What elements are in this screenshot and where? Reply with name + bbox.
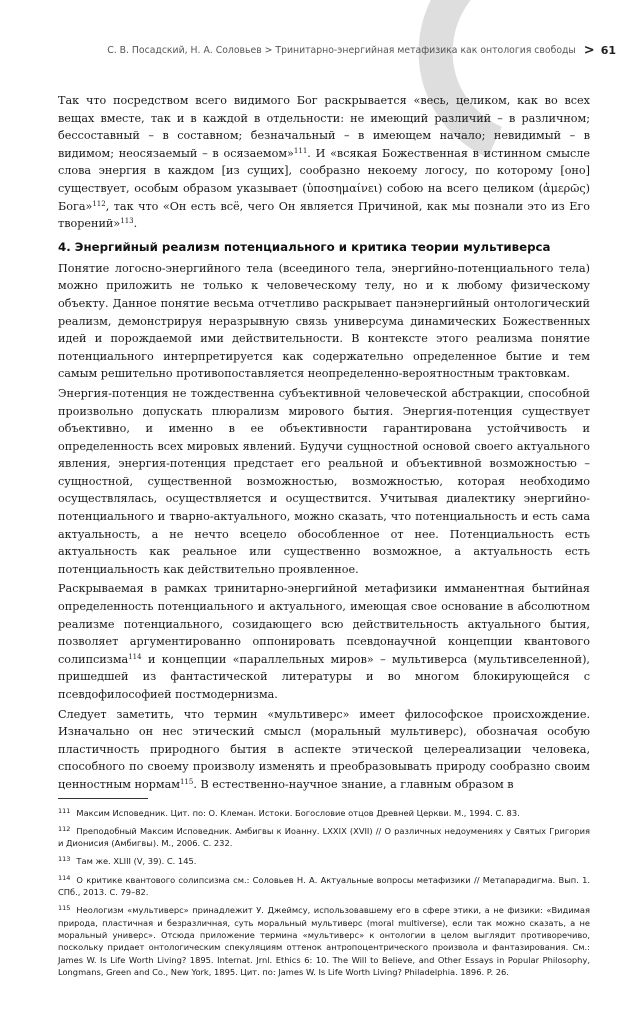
paragraph-2: Понятие логосно-энергийного тела (всеединого тела, энергийно-потенциального тела) можно приложить не только к человеческому телу, но и к любому физическому объекту. Данное понятие весьма отчетливо раскрывает панэнергийный онтологический реализм, демонстрируя неразрывную связь универсума динамических Божественных идей и порождаемой ими действительности. В контексте этого реализма понятие потенциального интерпретируется как содержательно определенное бытие и тем самым решительно противопоставляется неопределенно-вероятностным трактовкам. xyxy=(58,261,590,381)
footnote-ref-115[interactable]: 115 xyxy=(179,777,194,786)
footnote-number: 112 xyxy=(58,824,71,833)
footnote-ref-113[interactable]: 113 xyxy=(120,217,134,226)
footnote-number: 114 xyxy=(58,873,71,882)
footnote xyxy=(58,872,590,899)
running-header xyxy=(60,40,616,60)
footnote-divider xyxy=(58,798,148,799)
running-title: С. В. Посадский, Н. А. Соловьев > Тринитарно-энергийная метафизика как онтология свободы xyxy=(107,44,576,56)
footnotes xyxy=(58,805,590,979)
footnote-ref-114[interactable]: 114 xyxy=(128,652,142,661)
paragraph-4: Раскрываемая в рамках тринитарно-энергийной метафизики имманентная бытийная определенность потенциального и актуального, имеющая свое основание в абсолютном реализме потенциального, созидающего всю действительность актуального бытия, позволяет аргументированно оппонировать псевдонаучной концепции квантового солипсизма$^{114}$ и концепции «параллельных миров» – мультиверса (мультивселенной), пришедшей из фантастической литературы и во многом блокирующейся с псевдофилософией постмодернизма. xyxy=(58,582,590,701)
footnote-text: О критике квантового солипсизма см.: Соловьев Н. А. Актуальные вопросы метафизики // Метапарадигма. Вып. 1. СПб., 2013. С. 79–82. xyxy=(58,874,590,898)
section-heading: 4. Энергийный реализм потенциального и критика теории мультиверса xyxy=(58,239,551,254)
footnote-text: Там же. XLIII (V, 39). С. 145. xyxy=(76,856,197,867)
footnote xyxy=(58,823,590,850)
page-number: 61 xyxy=(600,43,616,57)
article-body xyxy=(58,92,590,982)
footnote-text: Неологизм «мультиверс» принадлежит У. Джеймсу, использовавшему его в сфере этики, а не физики: «Видимая природа, пластичная и безразличная, суть моральный мультиверс (moral multiverse), если так можно сказать, а не моральный универс». Отсюда приложение термина «мультиверс» к онтологии в целом выглядит противоречиво, поскольку придает онтологическим спекуляциям оттенок антропоцентрического произвола и фантазирования. См.: James W. Is Life Worth Living? 1895. Internat. Jrnl. Ethics 6: 10. The Will to Believe, and Other Essays in Popular Philosophy, Longmans, Green and Co., New York, 1895. Цит. по: James W. Is Life Worth Living? Philadelphia. 1896. P. 26. xyxy=(58,905,590,977)
paragraph-1: Так что посредством всего видимого Бог раскрывается «весь, целиком, как во всех вещах вместе, так и в каждой в отдельности: не имеющий различий – в различном; бессоставный – в составном; безначальный – в имеющем начало; невидимый – в видимом; неосязаемый – в осязаемом»$^{111}$. И «всякая Божественная в истинном смысле слова энергия в каждом [из сущих], сообразно некоему логосу, по которому [оно] существует, особым образом указывает (ὑποσημαίνει) собою на всего целиком (ἀμερῶς) Бога»$^{112}$, так что «Он есть всё, чего Он является Причиной, как мы познали это из Его творений»$^{113}$. xyxy=(58,94,590,231)
footnote-text: Максим Исповедник. Цит. по: О. Клеман. Истоки. Богословие отцов Древней Церкви. М., 1994. С. 83. xyxy=(76,807,520,818)
footnote-ref-111[interactable]: 111 xyxy=(293,146,308,155)
footnote-number: 115 xyxy=(58,904,71,913)
footnote-ref-112[interactable]: 112 xyxy=(92,199,106,208)
footnote xyxy=(58,902,590,978)
footnote xyxy=(58,853,590,867)
paragraph-5: Следует заметить, что термин «мультиверс» имеет философское происхождение. Изначально он нес этический смысл (моральный мультиверс), обозначая особую пластичность природного бытия в аспекте этической целереализации человека, способного по своему произволу изменять и преобразовывать природу сообразно своим ценностным нормам$^{115}$. В естественно-научное знание, а главным образом в xyxy=(58,707,590,791)
footnote-number: 111 xyxy=(58,806,71,815)
footnote xyxy=(58,805,590,819)
paragraph-3: Энергия-потенция не тождественна субъективной человеческой абстракции, способной произвольно допускать плюрализм мирового бытия. Энергия-потенция существует объективно, и именно в ее объективности гарантирована устойчивость и определенность всех мировых явлений. Будучи сущностной основой своего актуального явления, энергия-потенция предстает его реальной и объективной возможностью – сущностной, существенной возможностью, возможностью, которая необходимо осуществлялась, осуществляется и осуществится. Учитывая диалектику энергийно-потенциального и тварно-актуального, можно сказать, что потенциальность и есть сама актуальность, а не нечто всецело обособленное от нее. Потенциальность есть актуальность как реальное или существенно возможное, а актуальность есть потенциальность как действительно проявленное. xyxy=(58,386,590,576)
footnote-number: 113 xyxy=(58,855,71,864)
chevron-right-icon: > xyxy=(583,42,595,58)
footnote-text: Преподобный Максим Исповедник. Амбигвы к Иоанну. LXXIX (XVII) // О различных недоумениях у Святых Григория и Дионисия (Амбигвы). М., 2006. С. 232. xyxy=(58,825,590,849)
